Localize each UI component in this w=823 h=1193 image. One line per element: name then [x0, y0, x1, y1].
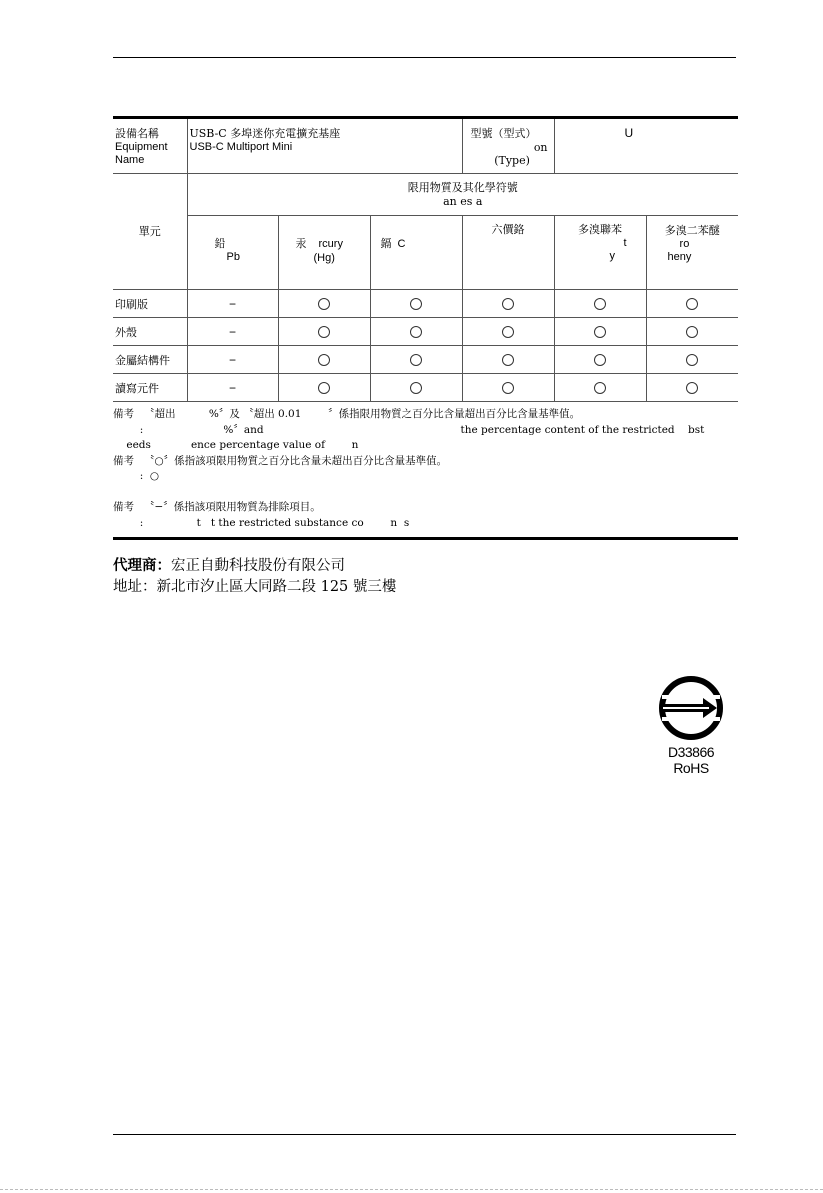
equipment-name-label-zh: 設備名稱	[115, 127, 159, 140]
column-cadmium	[370, 216, 462, 290]
table-cell	[187, 290, 278, 318]
agent-company: 宏正自動科技股份有限公司	[171, 558, 345, 574]
table-cell	[554, 374, 646, 402]
certification-label: RoHS	[673, 760, 709, 776]
rohs-declaration	[113, 116, 738, 540]
footer-rule	[113, 1134, 736, 1135]
column-cadmium-en: C	[397, 238, 406, 250]
row-label: 金屬結構件	[113, 346, 187, 374]
substance-rows	[113, 290, 738, 402]
table-cell	[462, 318, 554, 346]
agent-label: 代理商：	[113, 557, 171, 574]
table-cell	[646, 290, 738, 318]
column-pbde-en: ro	[679, 237, 690, 250]
substance-title-en: an es a	[443, 194, 483, 208]
unit-label: 單元	[138, 224, 161, 238]
table-cell	[554, 346, 646, 374]
equipment-name-zh: USB-C 多埠迷你充電擴充基座	[189, 127, 341, 140]
compliant-circle-icon	[686, 326, 698, 338]
table-row	[113, 374, 738, 402]
compliant-circle-icon	[318, 382, 330, 394]
compliant-circle-icon	[410, 354, 422, 366]
exempt-dash: −	[228, 296, 236, 311]
compliant-circle-icon	[686, 382, 698, 394]
type-label-zh: 型號（型式）	[470, 127, 537, 140]
compliant-circle-icon	[594, 326, 606, 338]
type-label-cell	[462, 118, 554, 174]
table-cell	[187, 346, 278, 374]
column-pbb-en: t	[623, 236, 627, 249]
unit-label-cell	[113, 174, 187, 290]
table-cell	[646, 346, 738, 374]
notes-block	[113, 402, 738, 540]
column-pbde-zh: 多溴二苯醚	[664, 224, 720, 237]
table-cell	[554, 318, 646, 346]
type-label-en2: (Type)	[494, 154, 530, 167]
exempt-dash: −	[228, 324, 236, 339]
equipment-name-value-cell	[187, 118, 462, 174]
compliant-circle-icon	[502, 354, 514, 366]
column-chromium-zh: 六價鉻	[491, 223, 525, 236]
equipment-name-en: USB-C Multiport Mini	[189, 140, 293, 153]
column-pbde-en2: heny	[667, 251, 692, 263]
column-cadmium-zh: 鎘	[380, 237, 392, 250]
note-line	[113, 485, 738, 501]
notes-row	[113, 402, 738, 541]
table-cell	[646, 374, 738, 402]
compliant-circle-icon	[318, 354, 330, 366]
equipment-info-row	[113, 118, 738, 174]
certification-code: D33866	[667, 744, 715, 760]
note-line: 備考 〝超出 %〞及 〝超出 0.01 〞係指限用物質之百分比含量超出百分比含量基準值。	[113, 408, 581, 420]
compliant-circle-icon	[410, 382, 422, 394]
compliant-circle-icon	[686, 354, 698, 366]
note-line: : %〞and the percentage content of the restricted bst	[113, 423, 705, 436]
compliant-circle-icon	[502, 382, 514, 394]
type-label-en: on	[533, 140, 548, 154]
note-line: 備考 〝−〞係指該項限用物質為排除項目。	[113, 501, 321, 513]
table-cell	[187, 318, 278, 346]
table-cell	[462, 374, 554, 402]
table-cell	[278, 346, 370, 374]
column-mercury-symbol: (Hg)	[313, 251, 335, 264]
compliant-circle-icon	[594, 354, 606, 366]
table-cell	[462, 290, 554, 318]
compliant-circle-icon	[594, 382, 606, 394]
bsmi-rohs-mark	[656, 676, 726, 776]
table-cell	[278, 290, 370, 318]
column-lead	[187, 216, 278, 290]
exempt-dash: −	[228, 352, 236, 367]
note-line: 備考 〝○〞係指該項限用物質之百分比含量未超出百分比含量基準值。	[113, 454, 448, 467]
table-row	[113, 290, 738, 318]
page-edge	[0, 1189, 823, 1190]
column-mercury-zh: 汞	[295, 237, 307, 250]
column-lead-en: Pb	[226, 250, 240, 263]
equipment-name-label-en2: Name	[115, 154, 145, 166]
row-label: 印刷版	[113, 290, 187, 318]
substance-title-cell	[187, 174, 738, 216]
note-line: : ○	[113, 470, 160, 482]
table-cell	[278, 318, 370, 346]
compliant-circle-icon	[318, 326, 330, 338]
table-cell	[462, 346, 554, 374]
equipment-name-label-cell	[113, 118, 187, 174]
agent-info	[113, 555, 396, 598]
substance-columns-row	[113, 216, 738, 290]
row-label: 讀寫元件	[113, 374, 187, 402]
column-pbb-zh: 多溴聯苯	[578, 223, 623, 236]
notes-cell	[113, 402, 738, 541]
table-cell	[370, 374, 462, 402]
table-cell	[370, 346, 462, 374]
note-line: eeds ence percentage value of n	[113, 439, 359, 451]
compliant-circle-icon	[594, 298, 606, 310]
header-rule	[113, 57, 736, 58]
column-mercury-en: rcury	[318, 238, 343, 250]
table-cell	[646, 318, 738, 346]
compliant-circle-icon	[686, 298, 698, 310]
exempt-dash: −	[228, 380, 236, 395]
table-cell	[370, 318, 462, 346]
agent-address: 地址：新北市汐止區大同路二段 125 號三樓	[113, 579, 397, 595]
compliant-circle-icon	[318, 298, 330, 310]
compliant-circle-icon	[502, 326, 514, 338]
table-cell	[278, 374, 370, 402]
table-row	[113, 318, 738, 346]
column-lead-zh: 鉛	[214, 237, 226, 250]
column-pbb-en2: y	[609, 250, 616, 262]
row-label: 外殼	[113, 318, 187, 346]
table-cell	[554, 290, 646, 318]
equipment-name-label-en: Equipment	[115, 140, 168, 153]
substance-title-row	[113, 174, 738, 216]
compliant-circle-icon	[502, 298, 514, 310]
column-mercury	[278, 216, 370, 290]
table-cell	[370, 290, 462, 318]
table-row	[113, 346, 738, 374]
hazardous-substance-table	[113, 116, 738, 540]
type-value: U	[624, 126, 634, 140]
type-value-cell	[554, 118, 738, 174]
substance-title-zh: 限用物質及其化學符號	[407, 181, 518, 194]
column-pbb	[554, 216, 646, 290]
table-cell	[187, 374, 278, 402]
note-line: : t t the restricted substance co n s	[113, 516, 410, 529]
column-pbde	[646, 216, 738, 290]
bsmi-logo-icon	[659, 676, 723, 740]
column-chromium	[462, 216, 554, 290]
compliant-circle-icon	[410, 326, 422, 338]
compliant-circle-icon	[410, 298, 422, 310]
